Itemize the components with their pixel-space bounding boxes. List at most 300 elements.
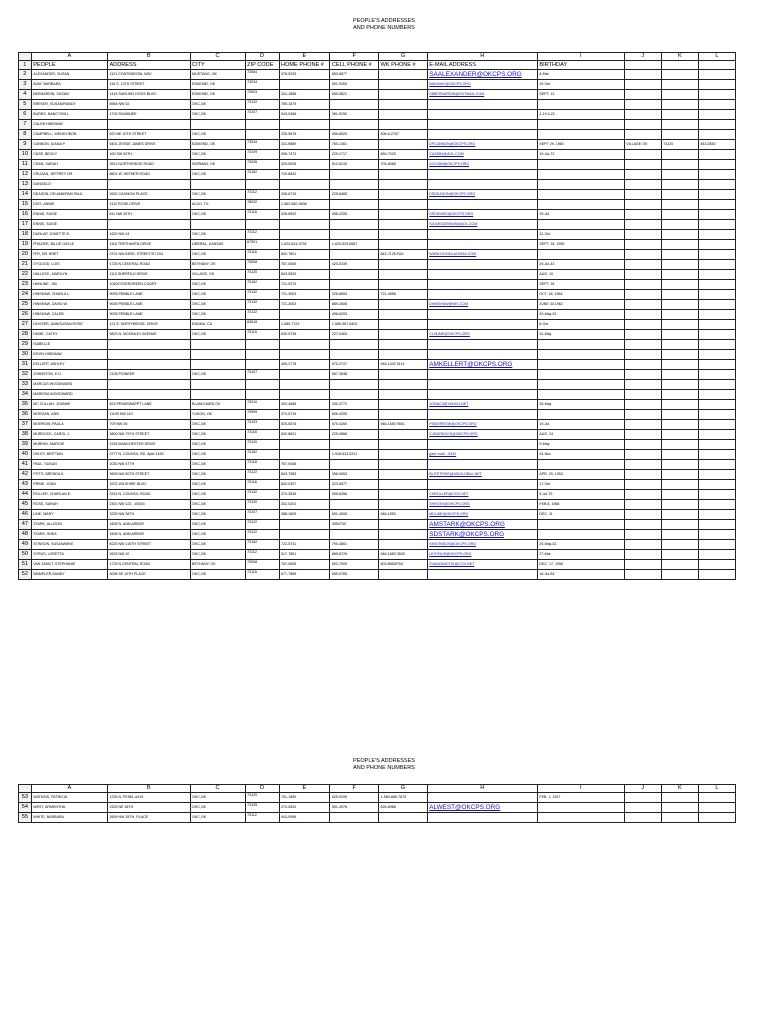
cell-email[interactable]: LESYRUS@OKCPS.ORG <box>427 550 537 560</box>
cell-wk-phone[interactable] <box>379 240 428 250</box>
cell-address[interactable]: 2316 MANCHESTER DRIVE <box>107 440 190 450</box>
row-number[interactable]: 55 <box>19 813 32 823</box>
cell-email[interactable]: PSMORROW@OKCPS.ORG <box>427 420 537 430</box>
corner-cell[interactable] <box>19 53 32 61</box>
cell-birthday[interactable]: 31-Oct <box>537 230 624 240</box>
cell-zip[interactable]: 73118 <box>245 460 279 470</box>
cell-zip[interactable]: 73107 <box>245 370 279 380</box>
cell-col-k[interactable] <box>661 430 698 440</box>
header-col-l[interactable] <box>698 61 735 70</box>
cell-birthday[interactable] <box>537 190 624 200</box>
cell-col-j[interactable] <box>624 803 661 813</box>
cell-email[interactable]: CHROLLER@COX.NET <box>427 490 537 500</box>
cell-birthday[interactable]: 19-Jul-72 <box>537 150 624 160</box>
cell-col-j[interactable] <box>624 350 661 360</box>
cell-cell-phone[interactable]: 326-8853 <box>330 290 379 300</box>
cell-birthday[interactable]: DEC. 17, 1950 <box>537 560 624 570</box>
cell-col-l[interactable] <box>698 130 735 140</box>
cell-city[interactable]: OKC,OK <box>190 230 245 240</box>
cell-address[interactable]: 9005 PEBBLE LANE <box>107 300 190 310</box>
cell-home-phone[interactable]: 1-620-624-9792 <box>279 240 330 250</box>
cell-zip[interactable]: 73162 <box>245 280 279 290</box>
column-letter[interactable]: A <box>31 53 107 61</box>
cell-email[interactable]: AMSTARK@OKCPS.ORG <box>427 520 537 530</box>
cell-home-phone[interactable]: 722-5741 <box>279 540 330 550</box>
cell-address[interactable]: 9005 PEBBLE LANE <box>107 310 190 320</box>
cell-zip[interactable]: 73008 <box>245 260 279 270</box>
cell-email[interactable]: BARAVAY@OKCPS.ORG <box>427 80 537 90</box>
cell-people[interactable]: HANLINE, JIM <box>31 280 107 290</box>
cell-home-phone[interactable]: 842-0307 <box>279 480 330 490</box>
cell-col-j[interactable] <box>624 290 661 300</box>
cell-home-phone[interactable]: 787-0655 <box>279 560 330 570</box>
cell-col-k[interactable] <box>661 210 698 220</box>
row-number[interactable]: 34 <box>19 390 32 400</box>
cell-home-phone[interactable] <box>279 120 330 130</box>
cell-col-l[interactable] <box>698 510 735 520</box>
cell-col-k[interactable] <box>661 410 698 420</box>
cell-address[interactable]: 8954 NW 32 <box>107 100 190 110</box>
cell-birthday[interactable]: 9-May <box>537 440 624 450</box>
cell-col-j[interactable] <box>624 430 661 440</box>
corner-cell[interactable] <box>19 785 32 793</box>
cell-people[interactable]: ENNIS, SUSIE <box>31 210 107 220</box>
row-number[interactable]: 18 <box>19 230 32 240</box>
cell-city[interactable]: OKC,OK <box>190 793 245 803</box>
cell-email[interactable] <box>427 380 537 390</box>
cell-col-j[interactable] <box>624 793 661 803</box>
header-birthday[interactable]: BIRTHDAY <box>537 61 624 70</box>
cell-col-j[interactable] <box>624 570 661 580</box>
cell-people[interactable]: BURNS, NANCY/BILL <box>31 110 107 120</box>
cell-cell-phone[interactable]: 650-0765 <box>330 570 379 580</box>
column-letter[interactable]: C <box>190 53 245 61</box>
cell-col-j[interactable] <box>624 180 661 190</box>
cell-zip[interactable]: 73132 <box>245 290 279 300</box>
cell-col-l[interactable] <box>698 540 735 550</box>
cell-people[interactable]: BERNARDIN, SUSAN <box>31 90 107 100</box>
cell-people[interactable]: HINSHAW, CALEB <box>31 310 107 320</box>
cell-city[interactable]: OKC,OK <box>190 210 245 220</box>
cell-people[interactable]: CASE, BECKY <box>31 150 107 160</box>
cell-city[interactable]: EDMOND, OK <box>190 80 245 90</box>
row-number[interactable]: 23 <box>19 280 32 290</box>
cell-col-j[interactable] <box>624 110 661 120</box>
cell-cell-phone[interactable]: 496-6520 <box>330 130 379 140</box>
column-letter[interactable]: L <box>698 785 735 793</box>
cell-col-j[interactable] <box>624 520 661 530</box>
cell-zip[interactable]: 73109 <box>245 150 279 160</box>
cell-birthday[interactable] <box>537 370 624 380</box>
row-number[interactable]: 19 <box>19 240 32 250</box>
cell-wk-phone[interactable] <box>379 100 428 110</box>
row-number[interactable]: 15 <box>19 200 32 210</box>
cell-birthday[interactable]: SEPT. 28, 1959 <box>537 240 624 250</box>
cell-wk-phone[interactable]: 659-7029 <box>379 150 428 160</box>
cell-city[interactable]: OKC,OK <box>190 250 245 260</box>
cell-zip[interactable]: 73116 <box>245 430 279 440</box>
cell-email[interactable] <box>427 460 537 470</box>
cell-col-l[interactable] <box>698 120 735 130</box>
cell-home-phone[interactable]: 206-6719 <box>279 190 330 200</box>
cell-col-k[interactable] <box>661 80 698 90</box>
cell-home-phone[interactable]: 789-1879 <box>279 100 330 110</box>
cell-address[interactable] <box>107 390 190 400</box>
cell-email[interactable] <box>427 390 537 400</box>
cell-home-phone[interactable]: 517-7851 <box>279 550 330 560</box>
cell-wk-phone[interactable] <box>379 570 428 580</box>
cell-wk-phone[interactable]: 842-7125-FAX <box>379 250 428 260</box>
cell-col-l[interactable] <box>698 450 735 460</box>
cell-city[interactable]: YUKON, OK <box>190 410 245 420</box>
cell-address[interactable]: 121 E. NORTHRIDGE, DRIVE <box>107 320 190 330</box>
cell-email[interactable]: SJCHAN@OKCPS.ORG <box>427 160 537 170</box>
cell-people[interactable]: FRY, DR. BRET <box>31 250 107 260</box>
column-letter[interactable]: K <box>661 785 698 793</box>
cell-zip[interactable]: 73122 <box>245 530 279 540</box>
cell-zip[interactable]: 73112 <box>245 813 279 823</box>
cell-address[interactable]: 3701 NW 63RD, STREET/ST.204 <box>107 250 190 260</box>
cell-email[interactable]: CASEB4@AOL.COM <box>427 150 537 160</box>
cell-cell-phone[interactable]: 760-1361 <box>330 140 379 150</box>
cell-col-l[interactable] <box>698 110 735 120</box>
cell-city[interactable]: ENUMA, CA <box>190 320 245 330</box>
cell-birthday[interactable]: SEPT. 28 <box>537 280 624 290</box>
cell-birthday[interactable]: 20-May-51 <box>537 540 624 550</box>
cell-email[interactable]: SDSTARK@OKCPS.ORG <box>427 530 537 540</box>
cell-people[interactable]: STINSON, SUSAN/MIKE <box>31 540 107 550</box>
cell-col-l[interactable] <box>698 310 735 320</box>
cell-col-j[interactable] <box>624 530 661 540</box>
cell-zip[interactable]: 73120 <box>245 270 279 280</box>
row-number[interactable]: 54 <box>19 803 32 813</box>
cell-birthday[interactable]: 31-May <box>537 330 624 340</box>
cell-cell-phone[interactable] <box>330 340 379 350</box>
row-number[interactable]: 3 <box>19 80 32 90</box>
cell-wk-phone[interactable] <box>379 520 428 530</box>
cell-birthday[interactable]: 20-May-91 <box>537 310 624 320</box>
row-number[interactable]: 32 <box>19 370 32 380</box>
cell-col-j[interactable] <box>624 270 661 280</box>
cell-cell-phone[interactable]: 889-4508 <box>330 300 379 310</box>
cell-col-l[interactable] <box>698 340 735 350</box>
cell-col-l[interactable] <box>698 220 735 230</box>
cell-col-k[interactable] <box>661 420 698 430</box>
cell-home-phone[interactable]: 630-5728 <box>279 330 330 340</box>
cell-col-k[interactable] <box>661 90 698 100</box>
cell-cell-phone[interactable]: 3554750 <box>330 520 379 530</box>
cell-col-l[interactable] <box>698 270 735 280</box>
cell-people[interactable]: HINSHAW, CHARLA L. <box>31 290 107 300</box>
cell-city[interactable]: OKC,OK <box>190 813 245 823</box>
cell-address[interactable]: 1608 N. ANN ARBOR <box>107 520 190 530</box>
cell-zip[interactable]: 73003 <box>245 90 279 100</box>
cell-col-k[interactable] <box>661 160 698 170</box>
cell-birthday[interactable]: 16-Jul-54 <box>537 570 624 580</box>
cell-wk-phone[interactable] <box>379 490 428 500</box>
cell-col-k[interactable] <box>661 250 698 260</box>
cell-col-j[interactable] <box>624 560 661 570</box>
cell-cell-phone[interactable] <box>330 280 379 290</box>
cell-col-k[interactable] <box>661 570 698 580</box>
cell-people[interactable]: KELLERT, ASHLEY <box>31 360 107 370</box>
cell-home-phone[interactable]: 388-1605 <box>279 510 330 520</box>
cell-home-phone[interactable]: 595-7472 <box>279 150 330 160</box>
cell-birthday[interactable]: FEB. 1, 1937 <box>537 793 624 803</box>
cell-wk-phone[interactable] <box>379 80 428 90</box>
row-number[interactable]: 6 <box>19 110 32 120</box>
cell-zip[interactable]: 73116 <box>245 250 279 260</box>
cell-col-k[interactable] <box>661 480 698 490</box>
cell-home-phone[interactable]: 721-5274 <box>279 280 330 290</box>
cell-address[interactable]: 1709 SHAWNEE <box>107 110 190 120</box>
cell-city[interactable]: OKC,OK <box>190 460 245 470</box>
cell-people[interactable]: CRUZAN, JEFFREY DR. <box>31 170 107 180</box>
cell-home-phone[interactable] <box>279 220 330 230</box>
cell-wk-phone[interactable] <box>379 140 428 150</box>
cell-home-phone[interactable]: 720-8842 <box>279 170 330 180</box>
cell-zip[interactable]: 73112 <box>245 190 279 200</box>
cell-people[interactable]: HUME, CATHY <box>31 330 107 340</box>
cell-zip[interactable] <box>245 380 279 390</box>
cell-people[interactable]: MARISSA WOODWARD <box>31 390 107 400</box>
cell-zip[interactable]: 73116 <box>245 480 279 490</box>
cell-col-l[interactable] <box>698 360 735 370</box>
cell-people[interactable]: WHITE, BARBARA <box>31 813 107 823</box>
cell-city[interactable]: OKC,OK <box>190 370 245 380</box>
cell-col-l[interactable] <box>698 330 735 340</box>
cell-email[interactable] <box>427 130 537 140</box>
cell-cell-phone[interactable]: 1-589-967-6402 <box>330 320 379 330</box>
cell-col-k[interactable] <box>661 150 698 160</box>
cell-city[interactable]: OKC,OK <box>190 420 245 430</box>
cell-email[interactable] <box>427 260 537 270</box>
cell-col-j[interactable] <box>624 100 661 110</box>
cell-city[interactable]: ALDO, TX. <box>190 200 245 210</box>
column-letter[interactable]: G <box>379 53 428 61</box>
cell-col-k[interactable] <box>661 350 698 360</box>
cell-email[interactable] <box>427 110 537 120</box>
cell-cell-phone[interactable] <box>330 390 379 400</box>
cell-address[interactable]: 823 PENNSWAPPT LANE <box>107 400 190 410</box>
column-letter[interactable]: J <box>624 53 661 61</box>
cell-cell-phone[interactable]: 889-5726 <box>330 550 379 560</box>
cell-col-j[interactable] <box>624 410 661 420</box>
cell-home-phone[interactable]: 787-0655 <box>279 260 330 270</box>
cell-cell-phone[interactable]: 250-3772 <box>330 400 379 410</box>
cell-zip[interactable]: 73099 <box>245 410 279 420</box>
cell-wk-phone[interactable] <box>379 70 428 80</box>
cell-email[interactable] <box>427 100 537 110</box>
cell-cell-phone[interactable]: 625-5299 <box>330 793 379 803</box>
cell-col-l[interactable] <box>698 100 735 110</box>
cell-col-l[interactable] <box>698 380 735 390</box>
cell-col-l[interactable] <box>698 570 735 580</box>
cell-wk-phone[interactable] <box>379 380 428 390</box>
cell-city[interactable]: VILLAGE, OK <box>190 270 245 280</box>
row-number[interactable]: 39 <box>19 440 32 450</box>
row-number[interactable]: 11 <box>19 160 32 170</box>
row-number[interactable]: 50 <box>19 550 32 560</box>
cell-col-j[interactable] <box>624 320 661 330</box>
cell-wk-phone[interactable] <box>379 470 428 480</box>
cell-home-phone[interactable] <box>279 440 330 450</box>
column-letter[interactable]: C <box>190 785 245 793</box>
cell-col-k[interactable] <box>661 460 698 470</box>
cell-cell-phone[interactable]: 323-5877 <box>330 480 379 490</box>
cell-home-phone[interactable]: 525-6575 <box>279 420 330 430</box>
row-number[interactable]: 17 <box>19 220 32 230</box>
cell-zip[interactable]: 73119 <box>245 330 279 340</box>
row-number[interactable]: 38 <box>19 430 32 440</box>
cell-zip[interactable]: 73107 <box>245 110 279 120</box>
row-number[interactable]: 16 <box>19 210 32 220</box>
cell-city[interactable] <box>190 220 245 230</box>
cell-zip[interactable]: 73132 <box>245 310 279 320</box>
cell-zip[interactable]: 73008 <box>245 560 279 570</box>
cell-wk-phone[interactable] <box>379 90 428 100</box>
cell-address[interactable]: 1235 N. PENN.-#419 <box>107 793 190 803</box>
header-cell-phone[interactable]: CELL PHONE # <box>330 61 379 70</box>
cell-birthday[interactable]: FEB 8, 1968 <box>537 500 624 510</box>
cell-zip[interactable]: 73034 <box>245 140 279 150</box>
cell-col-l[interactable] <box>698 400 735 410</box>
cell-col-k[interactable] <box>661 300 698 310</box>
cell-wk-phone[interactable] <box>379 230 428 240</box>
cell-city[interactable]: OKC,OK <box>190 130 245 140</box>
cell-home-phone[interactable]: 370-3535 <box>279 490 330 500</box>
cell-wk-phone[interactable] <box>379 310 428 320</box>
cell-address[interactable] <box>107 180 190 190</box>
cell-home-phone[interactable] <box>279 530 330 540</box>
cell-cell-phone[interactable]: 659-5821 <box>330 90 379 100</box>
cell-zip[interactable] <box>245 180 279 190</box>
cell-wk-phone[interactable] <box>379 410 428 420</box>
cell-wk-phone[interactable]: 306-6-2767 <box>379 130 428 140</box>
cell-col-l[interactable] <box>698 500 735 510</box>
cell-col-k[interactable] <box>661 520 698 530</box>
cell-home-phone[interactable]: 767-9408 <box>279 460 330 470</box>
cell-birthday[interactable]: DEC. 11 <box>537 510 624 520</box>
cell-wk-phone[interactable] <box>379 170 428 180</box>
cell-col-l[interactable] <box>698 370 735 380</box>
cell-cell-phone[interactable]: 1-620-629-5667 <box>330 240 379 250</box>
cell-cell-phone[interactable] <box>330 380 379 390</box>
column-letter[interactable]: I <box>537 785 624 793</box>
cell-cell-phone[interactable] <box>330 180 379 190</box>
row-number[interactable]: 33 <box>19 380 32 390</box>
cell-col-j[interactable]: VILLAGE OK <box>624 140 661 150</box>
cell-people[interactable]: KEVIN HINSHAW <box>31 350 107 360</box>
cell-wk-phone[interactable]: 946-1650 9501 <box>379 420 428 430</box>
column-letter[interactable]: E <box>279 785 330 793</box>
row-number[interactable]: 46 <box>19 510 32 520</box>
cell-wk-phone[interactable] <box>379 460 428 470</box>
cell-birthday[interactable]: SEPT. 13 <box>537 90 624 100</box>
cell-birthday[interactable] <box>537 340 624 350</box>
cell-col-k[interactable] <box>661 330 698 340</box>
cell-wk-phone[interactable] <box>379 370 428 380</box>
cell-col-l[interactable] <box>698 90 735 100</box>
cell-col-k[interactable] <box>661 490 698 500</box>
cell-address[interactable]: 1116 TRETHAVEN DRIVE <box>107 240 190 250</box>
cell-city[interactable]: OKC,OK <box>190 310 245 320</box>
cell-home-phone[interactable]: 373-5715 <box>279 410 330 420</box>
cell-wk-phone[interactable] <box>379 480 428 490</box>
cell-home-phone[interactable] <box>279 520 330 530</box>
cell-email[interactable] <box>427 120 537 130</box>
cell-people[interactable]: MARCUS WOODWARD <box>31 380 107 390</box>
cell-home-phone[interactable] <box>279 350 330 360</box>
cell-col-k[interactable] <box>661 450 698 460</box>
cell-address[interactable]: 1415 SARLING HOOS BLVD. <box>107 90 190 100</box>
cell-col-j[interactable] <box>624 550 661 560</box>
cell-home-phone[interactable] <box>279 180 330 190</box>
cell-home-phone[interactable]: 751-1890 <box>279 793 330 803</box>
cell-col-j[interactable] <box>624 370 661 380</box>
header-zip[interactable]: ZIP CODE <box>245 61 279 70</box>
cell-home-phone[interactable]: 392-4686 <box>279 400 330 410</box>
cell-city[interactable]: OKC,OK <box>190 330 245 340</box>
cell-address[interactable]: 3913 NORTHRIDGE ROAD <box>107 160 190 170</box>
cell-col-l[interactable] <box>698 470 735 480</box>
cell-zip[interactable]: 73112 <box>245 550 279 560</box>
cell-city[interactable]: OKC,OK <box>190 510 245 520</box>
cell-col-k[interactable] <box>661 190 698 200</box>
cell-city[interactable] <box>190 380 245 390</box>
cell-col-k[interactable] <box>661 560 698 570</box>
cell-email[interactable] <box>427 370 537 380</box>
cell-col-j[interactable] <box>624 80 661 90</box>
cell-email[interactable]: AMKELLERT@OKCPS.ORG <box>427 360 537 370</box>
cell-birthday[interactable] <box>537 813 624 823</box>
cell-col-j[interactable] <box>624 390 661 400</box>
cell-birthday[interactable]: 8-Oct <box>537 320 624 330</box>
cell-address[interactable]: 3605 NW 50TH STREET <box>107 470 190 480</box>
cell-email[interactable] <box>427 270 537 280</box>
cell-city[interactable] <box>190 180 245 190</box>
column-letter[interactable]: L <box>698 53 735 61</box>
cell-email[interactable]: SAALEXANDER@OKCPS.ORG <box>427 70 537 80</box>
cell-address[interactable]: 116 S. 13TH STREET <box>107 80 190 90</box>
cell-cell-phone[interactable]: 227-0463 <box>330 330 379 340</box>
cell-city[interactable] <box>190 360 245 370</box>
cell-birthday[interactable] <box>537 460 624 470</box>
cell-email[interactable] <box>427 320 537 330</box>
row-number[interactable]: 29 <box>19 340 32 350</box>
cell-people[interactable]: ENNIS, SUSIE <box>31 220 107 230</box>
cell-email[interactable] <box>427 440 537 450</box>
cell-birthday[interactable] <box>537 390 624 400</box>
cell-city[interactable]: OKC,OK <box>190 100 245 110</box>
cell-city[interactable]: MUSTANG, OK <box>190 70 245 80</box>
cell-home-phone[interactable]: 1-562-560-9608 <box>279 200 330 210</box>
cell-cell-phone[interactable]: 305-6356 <box>330 490 379 500</box>
cell-col-j[interactable] <box>624 70 661 80</box>
cell-people[interactable]: PAUL, SUSAN <box>31 460 107 470</box>
cell-cell-phone[interactable]: 567-3838 <box>330 370 379 380</box>
cell-cell-phone[interactable]: 790-4861 <box>330 540 379 550</box>
cell-birthday[interactable] <box>537 360 624 370</box>
cell-cell-phone[interactable] <box>330 440 379 450</box>
cell-zip[interactable]: 73105 <box>245 803 279 813</box>
cell-zip[interactable] <box>245 360 279 370</box>
cell-col-l[interactable] <box>698 300 735 310</box>
cell-birthday[interactable] <box>537 250 624 260</box>
column-letter[interactable]: H <box>427 53 537 61</box>
cell-email[interactable] <box>427 280 537 290</box>
column-letter[interactable]: B <box>107 785 190 793</box>
